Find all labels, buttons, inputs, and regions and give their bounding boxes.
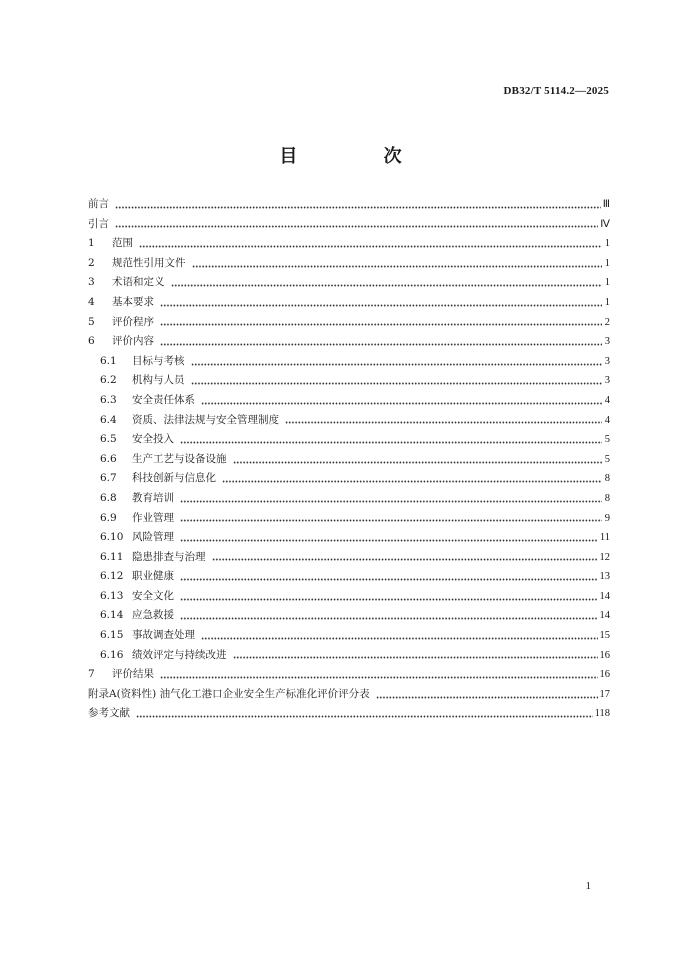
toc-entry-page: 12 [599,551,610,563]
toc-entry[interactable] [88,626,610,646]
toc-entry[interactable] [88,234,610,254]
toc-entry-title: 评价程序 [112,315,154,328]
toc-entry-page: 1 [604,277,610,289]
toc-entry-title: 隐患排查与治理 [132,550,206,563]
toc-entry-page: 3 [604,355,610,367]
page-title: 目 次 [279,146,442,167]
toc-entry-title: 生产工艺与设备设施 [132,452,227,465]
toc-entry[interactable] [88,685,610,705]
toc-leader-dots [180,578,598,582]
toc-entry[interactable] [88,411,610,431]
toc-leader-dots [191,382,603,386]
toc-entry-page: 17 [599,688,610,700]
toc-entry-page: 2 [604,316,610,328]
toc-entry-number: 6 [88,335,95,348]
toc-entry-title: 安全投入 [132,433,174,446]
toc-entry-title: 附录A(资料性) 油气化工港口企业安全生产标准化评价评分表 [88,687,370,700]
toc-leader-dots [233,461,603,465]
toc-entry[interactable] [88,606,610,626]
table-of-contents [88,195,610,724]
toc-entry-title: 职业健康 [132,570,174,583]
toc-leader-dots [285,421,602,425]
toc-entry-title: 教育培训 [132,491,174,504]
toc-entry-page: 1 [604,238,610,250]
toc-entry-number: 1 [88,237,95,250]
toc-entry[interactable] [88,665,610,685]
toc-entry-page: 15 [599,630,610,642]
toc-entry[interactable] [88,215,610,235]
toc-entry-title: 范围 [112,237,133,250]
toc-entry-number: 2 [88,256,95,269]
toc-entry-number: 6.11 [100,550,124,563]
toc-entry-number: 3 [88,276,95,289]
toc-entry-title: 前言 [88,198,109,210]
toc-entry[interactable] [88,469,610,489]
toc-entry-page: Ⅲ [602,199,610,210]
toc-entry-number: 6.16 [100,648,124,661]
toc-entry-page: 13 [599,571,610,583]
toc-entry-number: 6.3 [100,393,117,406]
toc-entry[interactable] [88,293,610,313]
toc-entry[interactable] [88,430,610,450]
toc-entry-page: 3 [604,336,610,348]
toc-entry-number: 6.13 [100,589,124,602]
toc-entry-title: 安全责任体系 [132,393,195,406]
toc-leader-dots [180,519,602,523]
toc-entry-title: 机构与人员 [132,374,185,387]
toc-entry[interactable] [88,704,610,724]
toc-leader-dots [376,696,598,700]
toc-entry[interactable] [88,332,610,352]
toc-entry-page: 118 [594,708,610,720]
toc-entry-number: 6.1 [100,354,117,367]
toc-leader-dots [201,637,598,641]
toc-leader-dots [233,656,598,660]
toc-entry[interactable] [88,195,610,215]
toc-leader-dots [192,265,603,269]
toc-entry-page: 11 [599,532,610,544]
toc-entry-title: 规范性引用文件 [112,256,186,269]
toc-entry-title: 术语和定义 [112,276,165,289]
toc-leader-dots [180,598,598,602]
toc-entry-page: 14 [599,590,610,602]
toc-entry-number: 6.9 [100,511,117,524]
toc-entry[interactable] [88,450,610,470]
toc-entry-title: 资质、法律法规与安全管理制度 [132,413,279,426]
toc-leader-dots [201,402,602,406]
toc-leader-dots [180,617,598,621]
toc-leader-dots [171,284,603,288]
toc-leader-dots [139,245,602,249]
toc-entry-number: 6.2 [100,374,117,387]
toc-leader-dots [191,363,603,367]
toc-entry-page: 5 [604,453,610,465]
toc-entry-number: 6.7 [100,472,117,485]
toc-entry[interactable] [88,352,610,372]
toc-leader-dots [222,480,602,484]
toc-entry[interactable] [88,273,610,293]
toc-entry-page: 1 [604,296,610,308]
toc-entry-title: 事故调查处理 [132,629,195,642]
toc-entry-title: 作业管理 [132,511,174,524]
toc-entry-page: 16 [599,649,610,661]
toc-entry-number: 5 [88,315,95,328]
toc-entry-page: 1 [604,257,610,269]
toc-entry-page: Ⅳ [600,218,610,230]
toc-entry-number: 6.15 [100,629,124,642]
toc-entry-page: 16 [599,669,610,681]
toc-entry-number: 6.5 [100,433,117,446]
toc-entry-page: 8 [604,473,610,485]
toc-leader-dots [160,343,602,347]
toc-leader-dots [136,715,593,719]
toc-entry-number: 6.10 [100,531,124,544]
toc-entry-title: 安全文化 [132,589,174,602]
toc-entry-title: 目标与考核 [132,354,185,367]
toc-entry-number: 4 [88,295,95,308]
toc-leader-dots [212,558,598,562]
toc-leader-dots [160,304,602,308]
toc-entry[interactable] [88,391,610,411]
toc-leader-dots [160,323,602,327]
toc-entry-number: 6.12 [100,570,124,583]
page-number: 1 [585,880,591,892]
toc-entry-page: 5 [604,434,610,446]
toc-entry-number: 6.14 [100,609,124,622]
toc-entry[interactable] [88,587,610,607]
standard-code: DB32/T 5114.2—2025 [503,85,609,97]
toc-entry-page: 4 [604,414,610,426]
toc-entry[interactable] [88,646,610,666]
toc-entry-number: 6.8 [100,491,117,504]
toc-entry-page: 3 [604,375,610,387]
toc-entry[interactable] [88,313,610,333]
toc-entry[interactable] [88,509,610,529]
toc-entry-page: 9 [604,512,610,524]
toc-entry-page: 8 [604,492,610,504]
toc-entry-title: 应急救援 [132,609,174,622]
toc-entry-title: 评价结果 [112,668,154,681]
toc-entry-page: 14 [599,610,610,622]
toc-leader-dots [115,225,598,229]
toc-entry[interactable] [88,528,610,548]
toc-entry-page: 4 [604,394,610,406]
toc-leader-dots [180,500,602,504]
toc-entry[interactable] [88,254,610,274]
toc-entry-title: 基本要求 [112,295,154,308]
toc-entry-title: 科技创新与信息化 [132,472,216,485]
toc-entry-title: 参考文献 [88,707,130,720]
toc-entry[interactable] [88,371,610,391]
toc-leader-dots [115,206,601,210]
toc-leader-dots [180,539,598,543]
toc-entry[interactable] [88,567,610,587]
toc-entry-title: 评价内容 [112,335,154,348]
toc-leader-dots [180,441,602,445]
toc-entry-title: 引言 [88,217,109,230]
toc-entry-number: 6.4 [100,413,117,426]
toc-entry-title: 绩效评定与持续改进 [132,648,227,661]
toc-entry-number: 7 [88,668,95,681]
toc-entry-number: 6.6 [100,452,117,465]
toc-entry[interactable] [88,489,610,509]
toc-leader-dots [160,676,598,680]
toc-entry-title: 风险管理 [132,531,174,544]
toc-entry[interactable] [88,548,610,568]
